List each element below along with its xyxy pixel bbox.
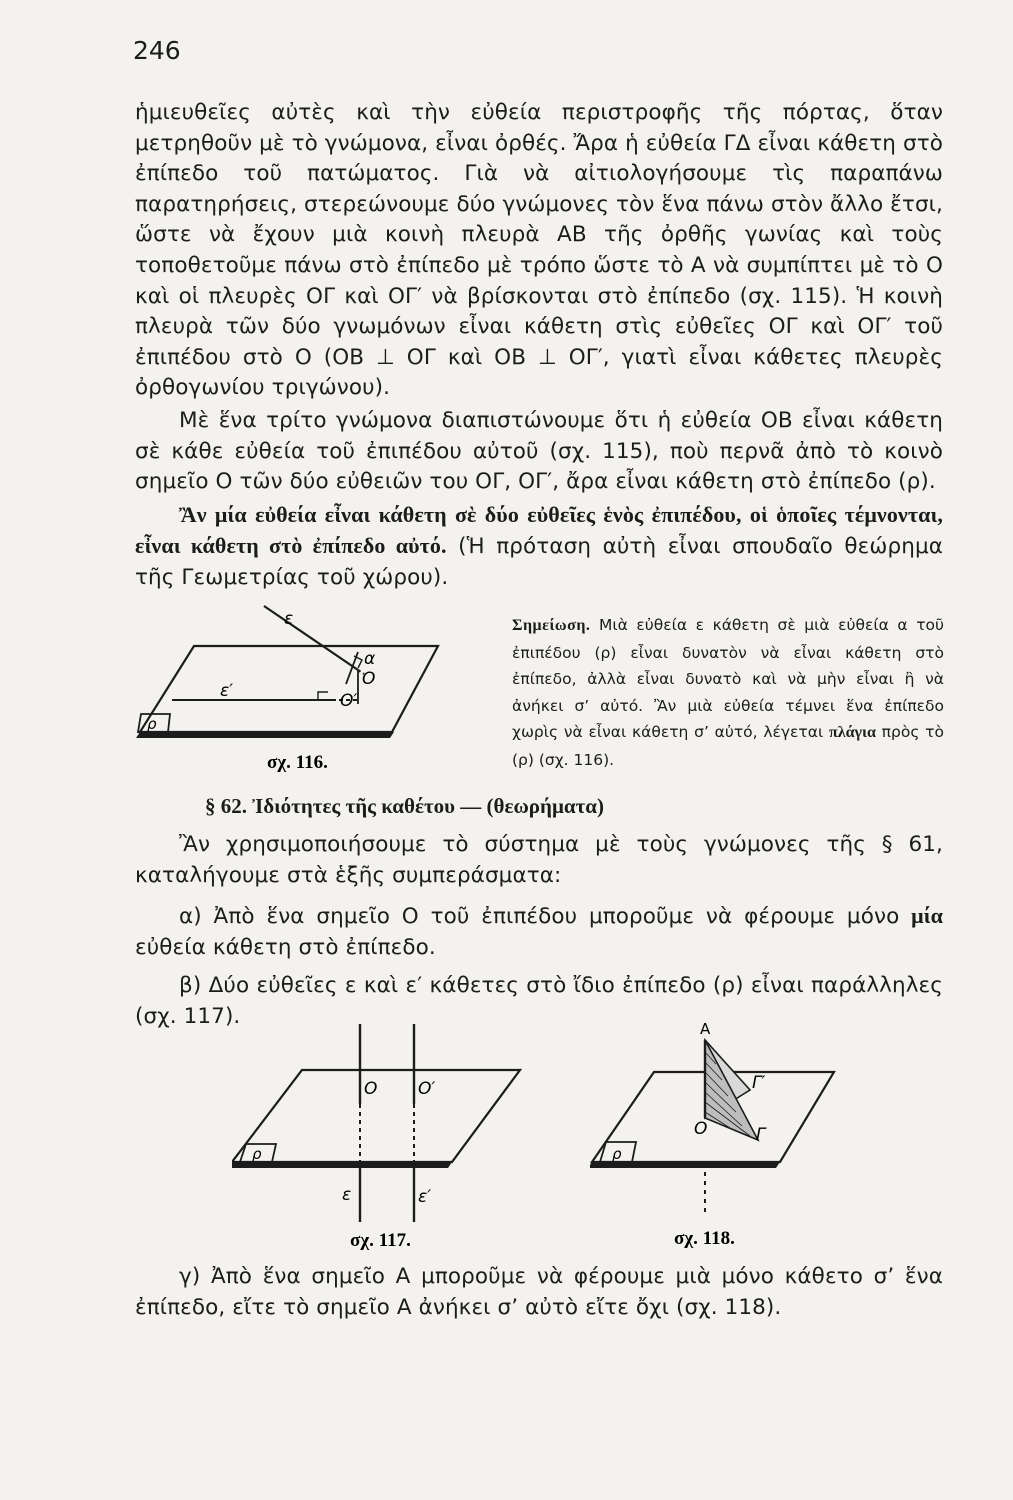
item-a-bold: μία [911,903,943,929]
section-body [135,830,943,1033]
figure-117 [232,1022,532,1252]
figure-116 [132,604,462,774]
fig117-label-epsilon: ε [342,1185,352,1205]
item-a [135,901,943,963]
fig116-label-epsilon: ε [284,609,294,629]
fig116-label-o: Ο [362,669,376,689]
fig117-label-epsilon-prime: ε′ [418,1187,432,1207]
theorem-remark: (Ἡ πρόταση αὐτὴ εἶναι σπουδαῖο θεώρημα τῆς Γεωμετρίας τοῦ χώρου). [135,534,943,590]
fig118-label-o: Ο [694,1119,708,1139]
fig118-label-a: Α [700,1020,711,1038]
page-number: 246 [133,36,181,65]
fig116-label-rho: ρ [147,715,157,733]
body-text-top [135,98,943,594]
item-c-block [135,1262,943,1323]
fig117-label-o-prime: Ο′ [418,1079,436,1099]
item-b: β) Δύο εὐθεῖες ε καὶ ε′ κάθετες στὸ ἴδιο ἐπίπεδο (ρ) εἶναι παράλληλες (σχ. 117). [135,973,943,1029]
paragraph-3 [135,500,943,594]
note-block [512,612,944,773]
fig118-label-g-prime: Γ′ [752,1073,766,1093]
fig118-label-g: Γ [756,1125,766,1145]
paragraph-2: Μὲ ἕνα τρίτο γνώμονα διαπιστώνουμε ὅτι ἡ εὐθεία ΟΒ εἶναι κάθετη σὲ κάθε εὐθεία τοῦ ἐπιπέδου αὐτοῦ (σχ. 115), ποὺ περνᾶ ἀπὸ τὸ κοινὸ σημεῖο Ο τῶν δύο εὐθειῶν του ΟΓ, ΟΓ′, ἄρα εἶναι κάθετη στὸ ἐπίπεδο (ρ). [135,407,943,495]
theorem-statement: Ἂν μία εὐθεία εἶναι κάθετη σὲ δύο εὐθεῖες ἑνὸς ἐπιπέδου, οἱ ὁποῖες τέμνονται, εἶναι κάθετη στὸ ἐπίπεδο αὐτό. [135,501,943,559]
item-c: γ) Ἀπὸ ἕνα σημεῖο Α μποροῦμε νὰ φέρουμε μιὰ μόνο κάθετο σ’ ἕνα ἐπίπεδο, εἴτε τὸ σημεῖο Α ἀνήκει σ’ αὐτὸ εἴτε ὄχι (σχ. 118). [135,1264,943,1320]
fig117-caption: σχ. 117. [350,1230,411,1251]
figure-118 [590,1012,840,1252]
fig116-label-o-prime: Ο′ [340,691,358,711]
fig116-caption: σχ. 116. [267,752,328,773]
paragraph-1: ἡμιευθεῖες αὐτὲς καὶ τὴν εὐθεία περιστροφῆς τῆς πόρτας, ὅταν μετρηθοῦν μὲ τὸ γνώμονα, εἶναι ὀρθές. Ἄρα ἡ εὐθεία ΓΔ εἶναι κάθετη στὸ ἐπίπεδο τοῦ πατώματος. Γιὰ νὰ αἰτιολογήσουμε τὶς παραπάνω παρατηρήσεις, στερεώνουμε δύο γνώμονες τὸν ἕνα πάνω στὸν ἄλλο ἔτσι, ὥστε νὰ ἔχουν μιὰ κοινὴ πλευρὰ ΑΒ τῆς ὀρθῆς γωνίας καὶ τοὺς τοποθετοῦμε πάνω στὸ ἐπίπεδο μὲ τρόπο ὥστε τὸ Α νὰ συμπίπτει μὲ τὸ Ο καὶ οἱ πλευρὲς ΟΓ καὶ ΟΓ′ νὰ βρίσκονται στὸ ἐπίπεδο (σχ. 115). Ἡ κοινὴ πλευρὰ τῶν δύο γνωμόνων εἶναι κάθετη στὶς εὐθεῖες ΟΓ καὶ ΟΓ′ τοῦ ἐπιπέδου στὸ Ο (ΟΒ ⊥ ΟΓ καὶ ΟΒ ⊥ ΟΓ′, γιατὶ εἶναι κάθετες πλευρὲς ὀρθογωνίου τριγώνου). [135,100,943,401]
section-heading: § 62. Ἰδιότητες τῆς καθέτου — (θεωρήματα) [205,794,604,818]
item-a-text-1: α) Ἀπὸ ἕνα σημεῖο Ο τοῦ ἐπιπέδου μποροῦμε νὰ φέρουμε μόνο [179,904,912,930]
fig117-label-rho: ρ [252,1145,262,1163]
fig116-label-alpha: α [364,649,376,669]
note-bold-term: πλάγια [828,724,876,741]
note-text-1: Μιὰ εὐθεία ε κάθετη σὲ μιὰ εὐθεία α τοῦ ἐπιπέδου (ρ) εἶναι δυνατὸν νὰ εἶναι κάθετη στὸ ἐπίπεδο, ἀλλὰ εἶναι δυνατὸ καὶ νὰ μὴν εἶναι ἢ νὰ ἀνήκει σ’ αὐτό. Ἂν μιὰ εὐθεία τέμνει ἕνα ἐπίπεδο χωρὶς νὰ εἶναι κάθετη σ’ αὐτό, λέγεται [512,616,944,741]
note-text-2: πρὸς τὸ (ρ) (σχ. 116). [512,723,945,769]
note-title: Σημείωση. [512,617,591,634]
fig118-label-rho: ρ [612,1145,622,1163]
item-a-text-2: εὐθεία κάθετη στὸ ἐπίπεδο. [135,934,436,960]
fig116-label-epsilon-prime: ε′ [220,681,234,701]
fig118-caption: σχ. 118. [674,1228,735,1249]
section-intro: Ἂν χρησιμοποιήσουμε τὸ σύστημα μὲ τοὺς γνώμονες τῆς § 61, καταλήγουμε στὰ ἑξῆς συμπεράσματα: [135,832,943,888]
fig117-label-o: Ο [364,1079,378,1099]
